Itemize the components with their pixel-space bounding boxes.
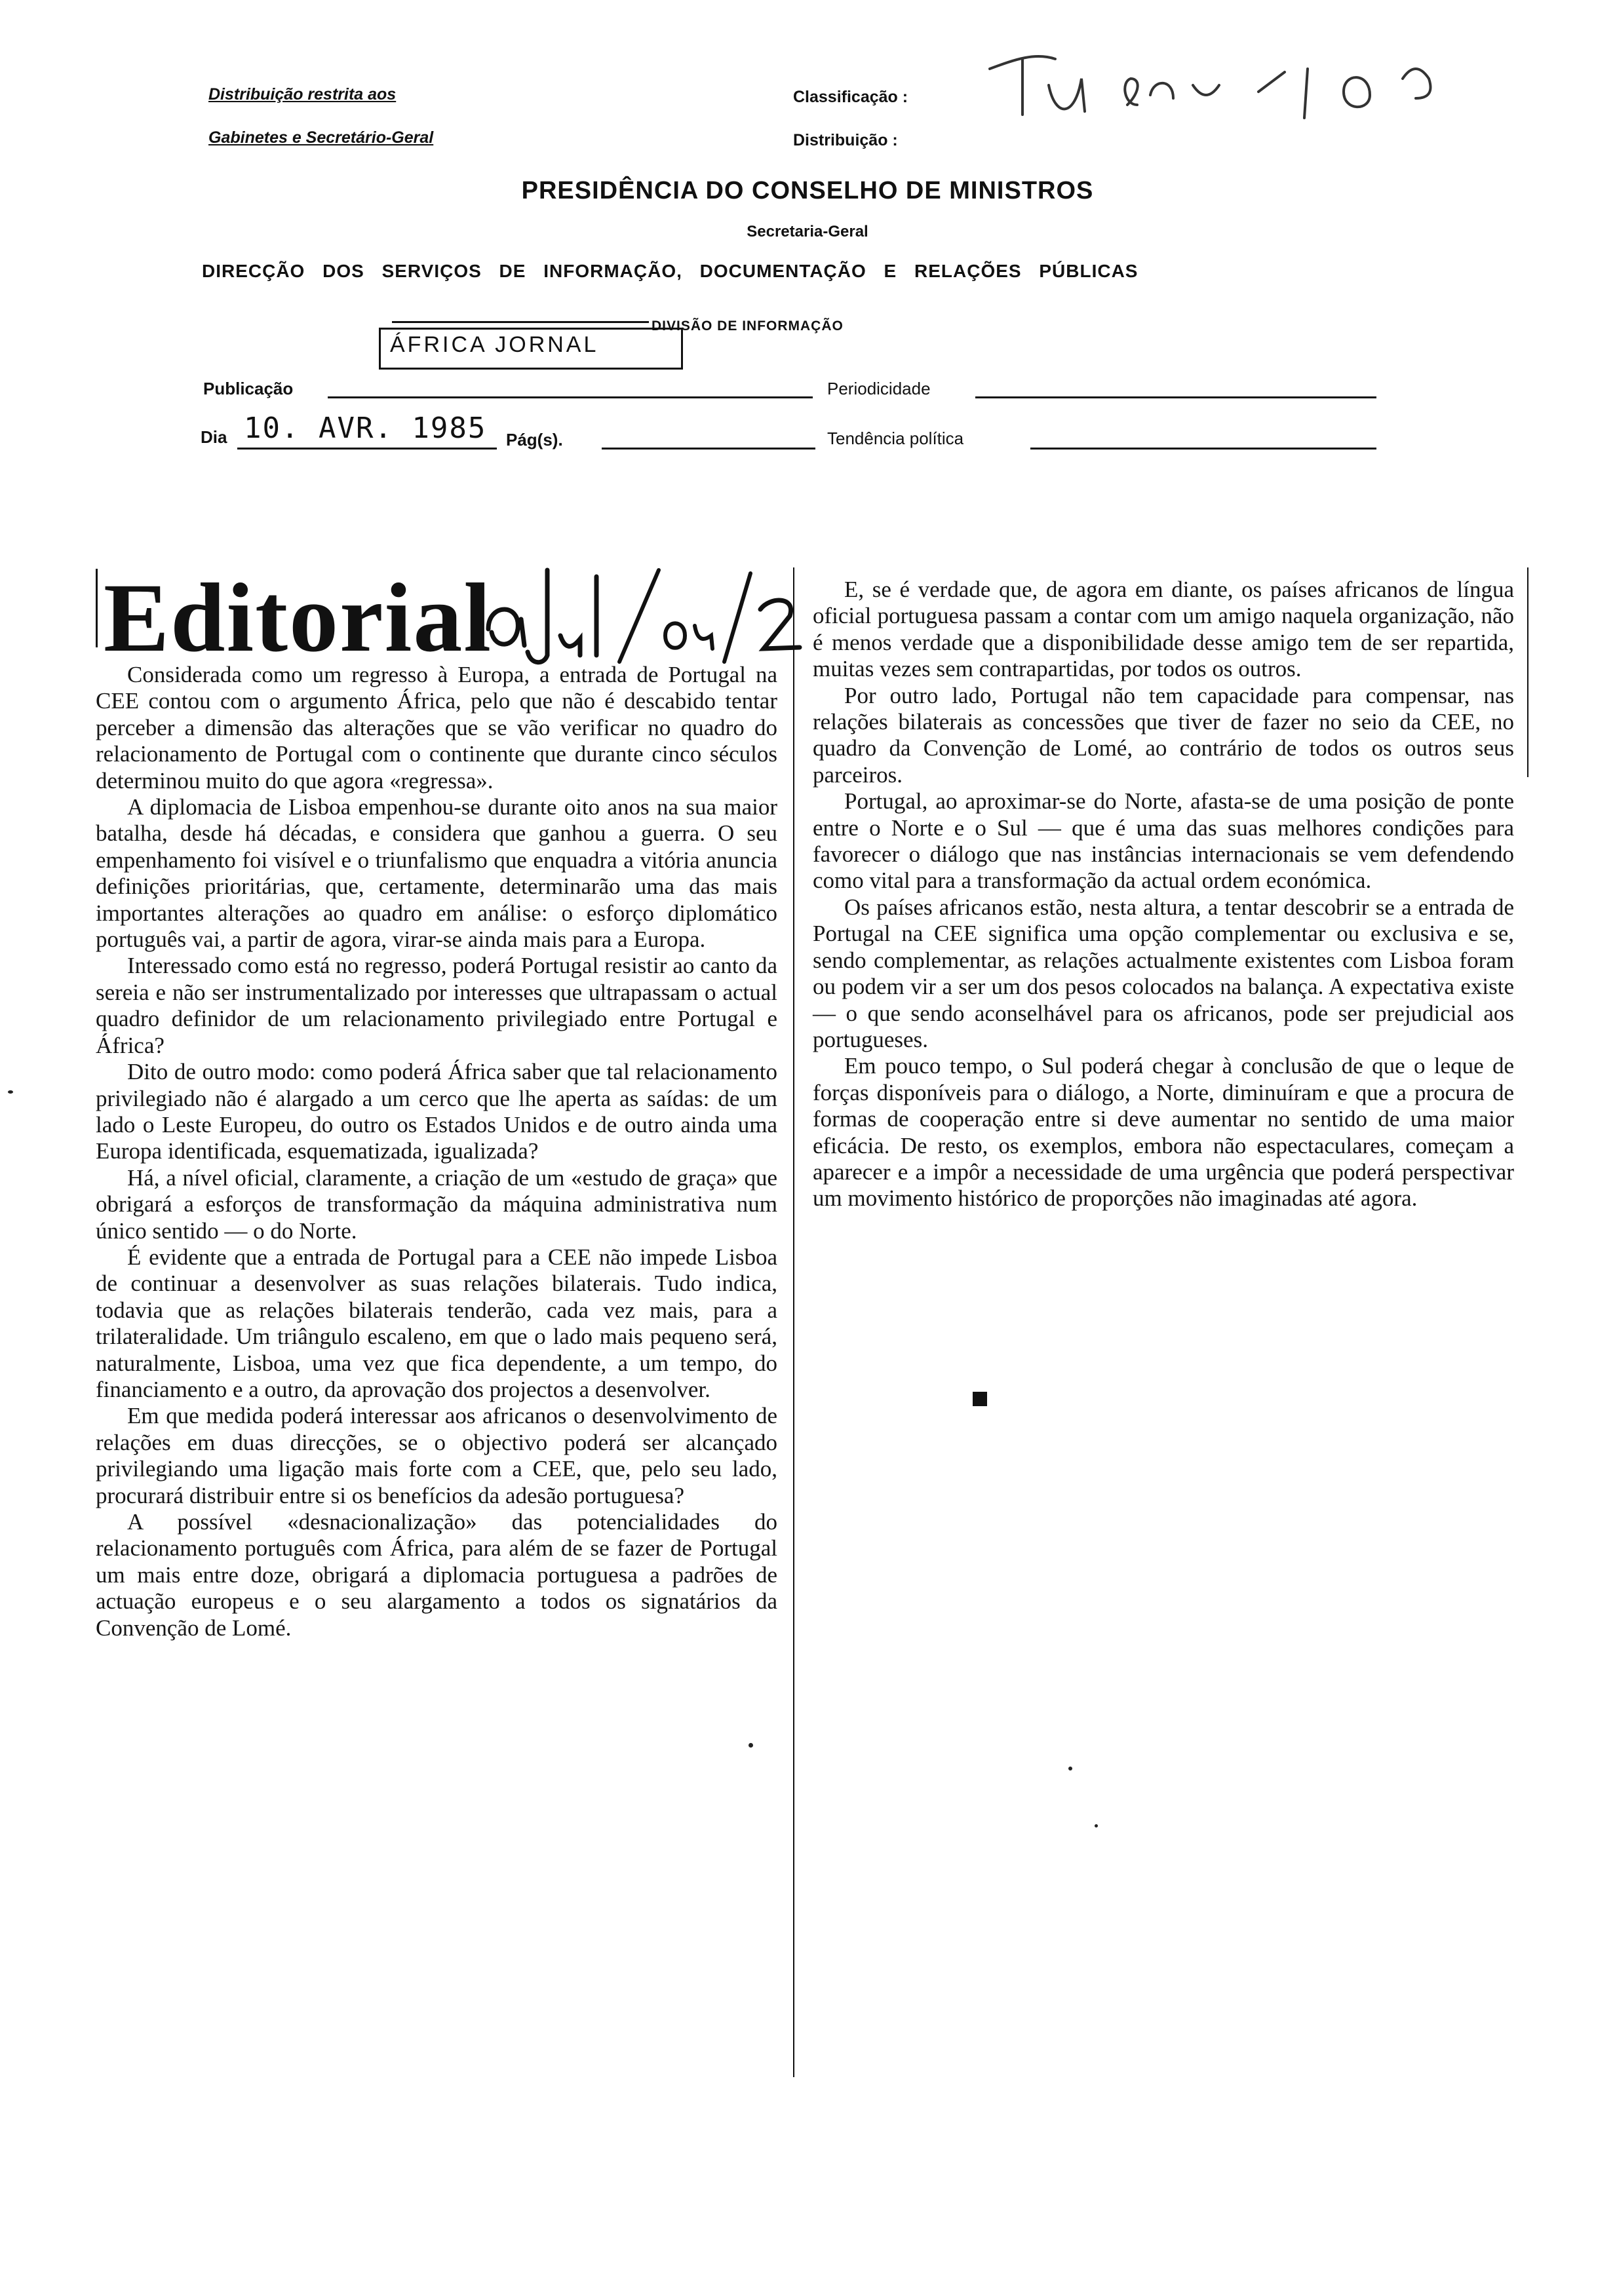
distribution-label: Distribuição : <box>793 131 898 149</box>
date-stamp: 10. AVR. 1985 <box>244 411 487 445</box>
secretariat-heading: Secretaria-Geral <box>747 223 868 240</box>
periodicity-label: Periodicidade <box>827 379 931 398</box>
article-title: Editorial <box>104 564 493 672</box>
speck <box>8 1090 13 1094</box>
left-column <box>96 662 777 1641</box>
column-separator <box>793 567 794 2077</box>
periodicity-underline <box>975 396 1376 398</box>
paragraph: A possível «desnacionalização» das potencialidades do relacionamento português com África, para além de se fazer de Portugal um mais entre doze, obrigará a diplomacia portuguesa a padrões de actuação europeus e o seu alargamento a todos os signatários da Convenção de Lomé. <box>96 1509 777 1641</box>
political-tendency-underline <box>1030 448 1376 450</box>
paragraph: E, se é verdade que, de agora em diante, os países africanos de língua oficial portuguesa passam a contar com um amigo naquela organização, não é menos verdade que a disponibilidade desse amigo tem de ser repartida, muitas vezes sem contrapartidas, por todos os outros. <box>813 577 1514 682</box>
publication-underline <box>328 396 813 398</box>
paragraph: É evidente que a entrada de Portugal para a CEE não impede Lisboa de continuar a desenvolver as suas relações bilaterais. Tudo indica, todavia que as relações bilaterais tenderão, cada vez mais, para a trilateralidade. Um triângulo escaleno, em que o lado mais pequeno será, naturalmente, Lisboa, uma vez que fica dependente, a um tempo, do financiamento e a outro, da aprovação dos projectos a desenvolver. <box>96 1244 777 1402</box>
paragraph: Portugal, ao aproximar-se do Norte, afasta-se de uma posição de ponte entre o Norte e o Sul — que é uma das suas melhores condições para favorecer o diálogo que nas instâncias internacionais se vem defendendo como vital para a transformação da actual ordem económica. <box>813 788 1514 894</box>
paragraph: A diplomacia de Lisboa empenhou-se durante oito anos na sua maior batalha, desde há décadas, e considera que ganhou a guerra. O seu empenhamento foi visível e o triunfalismo que enquadra a vitória anuncia definições prioritárias, que, certamente, determinarão uma das mais importantes alterações ao quadro em análise: o esforço diplomático português vai, a partir de agora, virar-se ainda mais para a Europa. <box>96 794 777 953</box>
day-underline <box>237 448 497 450</box>
paragraph: Há, a nível oficial, claramente, a criação de um «estudo de graça» que obrigará a esforços de transformação da máquina administrativa num único sentido — o do Norte. <box>96 1164 777 1244</box>
paragraph: Em pouco tempo, o Sul poderá chegar à conclusão de que o leque de forças disponíveis para o diálogo, a Norte, diminuíram e que a procura de formas de cooperação entre si deve aumentar no sentido de uma maior eficácia. De resto, os exemplos, embora não espectaculares, começam a aparecer e a impôr a necessidade de uma urgência que poderá perspectivar um movimento histórico de proporções não imaginadas até agora. <box>813 1053 1514 1212</box>
classification-label: Classificação : <box>793 88 908 106</box>
pages-label: Pág(s). <box>506 430 563 450</box>
paragraph: Considerada como um regresso à Europa, a entrada de Portugal na CEE contou com o argumento África, pelo que não é descabido tentar perceber a dimensão das alterações que se vão verificar no quadro do relacionamento de Portugal com o continente que durante cinco séculos determinou muito do que agora «regressa». <box>96 662 777 794</box>
publication-stamp <box>379 328 683 370</box>
paragraph: Os países africanos estão, nesta altura, a tentar descobrir se a entrada de Portugal na CEE significa uma opção complementar ou exclusiva e se, sendo complementar, as relações actualmente existentes com Lisboa foram ou podem vir a ser um dos pesos colocados na balança. A expectativa existe — o que sendo aconselhável para os africanos, pode ser prejudicial aos portugueses. <box>813 894 1514 1052</box>
paragraph: Em que medida poderá interessar aos africanos o desenvolvimento de relações em duas direcções, se o objectivo poderá ser alcançado privilegiando uma ligação mais forte com a CEE, que, pelo seu lado, procurará distribuir entre si os benefícios da adesão portuguesa? <box>96 1403 777 1508</box>
speck <box>1095 1824 1098 1827</box>
division-label: DIVISÃO DE INFORMAÇÃO <box>652 318 844 334</box>
division-rule <box>392 321 649 323</box>
pages-underline <box>602 448 815 450</box>
day-label: Dia <box>201 427 227 447</box>
paragraph: Interessado como está no regresso, poderá Portugal resistir ao canto da sereia e não ser instrumentalizado por interesses que ultrapassam o actual quadro definidor de um relacionamento privilegiado entre Portugal e África? <box>96 953 777 1058</box>
end-of-article-mark <box>969 1392 987 1409</box>
speck <box>1068 1767 1072 1770</box>
paragraph: Dito de outro modo: como poderá África saber que tal relacionamento privilegiado não é alargado a um cerco que lhe aperta as saídas: de um lado o Leste Europeu, do outro os Estados Unidos e de outro ainda uma Europa identificada, esquematizada, igualizada? <box>96 1059 777 1164</box>
publication-label: Publicação <box>203 379 294 398</box>
speck <box>749 1743 753 1748</box>
distribution-line-2: Gabinetes e Secretário-Geral <box>208 128 434 147</box>
publication-value: ÁFRICA JORNAL <box>390 332 599 357</box>
right-column <box>813 577 1514 1212</box>
right-margin-rule <box>1527 567 1528 777</box>
paragraph: Por outro lado, Portugal não tem capacidade para compensar, nas relações bilaterais as concessões que tiver de fazer no seio da CEE, no quadro da Convenção de Lomé, ao contrário de todos os outros seus parceiros. <box>813 682 1514 788</box>
political-tendency-label: Tendência política <box>827 429 964 448</box>
distribution-line-1: Distribuição restrita aos <box>208 85 397 104</box>
ministry-heading: PRESIDÊNCIA DO CONSELHO DE MINISTROS <box>521 177 1094 204</box>
title-left-rule <box>96 569 98 647</box>
handwritten-scribble-icon <box>977 33 1449 131</box>
directorate-heading: DIRECÇÃO DOS SERVIÇOS DE INFORMAÇÃO, DOCUMENTAÇÃO E RELAÇÕES PÚBLICAS <box>202 261 1138 281</box>
handwritten-annotation-icon <box>475 557 816 668</box>
